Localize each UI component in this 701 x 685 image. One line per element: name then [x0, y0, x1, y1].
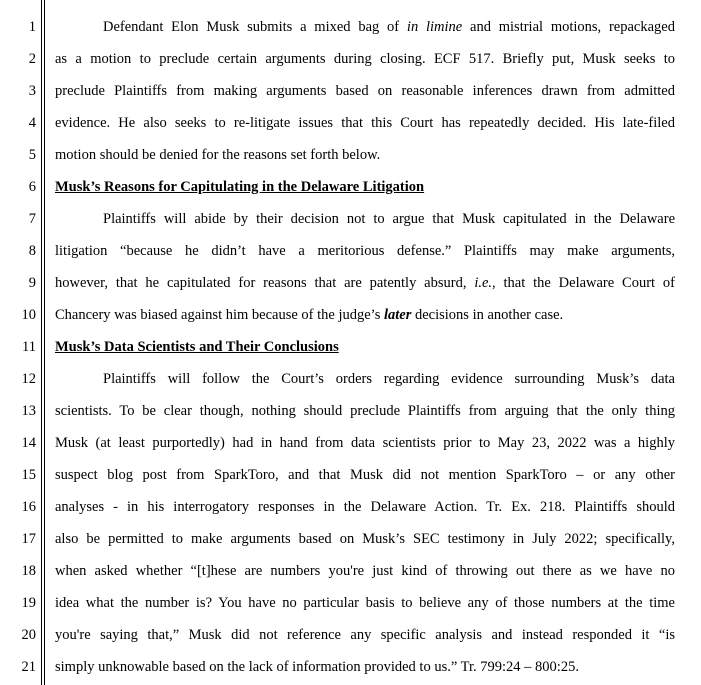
text-line: simply unknowable based on the lack of information provided to us.” Tr. 799:24 – 800:25.	[55, 659, 579, 675]
text-line: Defendant Elon Musk submits a mixed bag of in limine and mistrial motions, repackaged	[103, 19, 675, 35]
section-heading: Musk’s Data Scientists and Their Conclusions	[55, 339, 339, 355]
line-number: 14	[21, 435, 36, 451]
italic-term: in limine	[406, 19, 463, 35]
italic-term: i.e.	[474, 275, 493, 291]
line-number: 1	[28, 19, 36, 35]
line-number: 13	[21, 403, 36, 419]
text-line: scientists. To be clear though, nothing should preclude Plaintiffs from arguing that the only thing	[55, 403, 675, 419]
line-number: 11	[22, 339, 36, 355]
line-number: 3	[28, 83, 36, 99]
margin-rule-left-inner	[44, 0, 45, 685]
text-line: analyses - in his interrogatory responses in the Delaware Action. Tr. Ex. 218. Plaintiffs should	[55, 499, 675, 515]
line-number: 18	[21, 563, 36, 579]
line-number: 8	[28, 243, 36, 259]
text-line: when asked whether “[t]hese are numbers you're just kind of throwing out there as we have no	[55, 563, 675, 579]
line-number: 20	[21, 627, 36, 643]
text-line: evidence. He also seeks to re-litigate issues that this Court has repeatedly decided. His late-filed	[55, 115, 675, 131]
text-line: Plaintiffs will abide by their decision not to argue that Musk capitulated in the Delaware	[103, 211, 675, 227]
line-number: 17	[21, 531, 36, 547]
line-number: 15	[21, 467, 36, 483]
line-number: 19	[21, 595, 36, 611]
line-number: 12	[21, 371, 36, 387]
line-number: 10	[21, 307, 36, 323]
emphasis-term: later	[383, 307, 412, 323]
margin-rule-left-outer	[41, 0, 42, 685]
text-line: suspect blog post from SparkToro, and that Musk did not mention SparkToro – or any other	[55, 467, 675, 483]
line-number: 16	[21, 499, 36, 515]
line-number: 5	[28, 147, 36, 163]
text-line: you're saying that,” Musk did not reference any specific analysis and instead responded it “is	[55, 627, 675, 643]
text-line: litigation “because he didn’t have a meritorious defense.” Plaintiffs may make arguments,	[55, 243, 675, 259]
line-number: 7	[28, 211, 36, 227]
text-line: motion should be denied for the reasons set forth below.	[55, 147, 381, 163]
line-number: 9	[28, 275, 36, 291]
text-line: as a motion to preclude certain arguments during closing. ECF 517. Briefly put, Musk seeks to	[55, 51, 675, 67]
text-line: however, that he capitulated for reasons that are patently absurd, i.e., that the Delaware Court of	[55, 275, 675, 291]
text-line: idea what the number is? You have no particular basis to believe any of those numbers at the time	[55, 595, 675, 611]
text-line: Plaintiffs will follow the Court’s orders regarding evidence surrounding Musk’s data	[103, 371, 675, 387]
line-number: 6	[28, 179, 36, 195]
text-line: Chancery was biased against him because of the judge’s later decisions in another case.	[55, 307, 564, 323]
text-line: also be permitted to make arguments based on Musk’s SEC testimony in July 2022; specifically,	[55, 531, 675, 547]
line-number: 4	[28, 115, 36, 131]
text-line: preclude Plaintiffs from making arguments based on reasonable inferences drawn from admitted	[55, 83, 675, 99]
line-number: 21	[21, 659, 36, 675]
text-line: Musk (at least purportedly) had in hand from data scientists prior to May 23, 2022 was a highly	[55, 435, 675, 451]
line-number: 2	[28, 51, 36, 67]
section-heading: Musk’s Reasons for Capitulating in the Delaware Litigation	[55, 179, 425, 195]
